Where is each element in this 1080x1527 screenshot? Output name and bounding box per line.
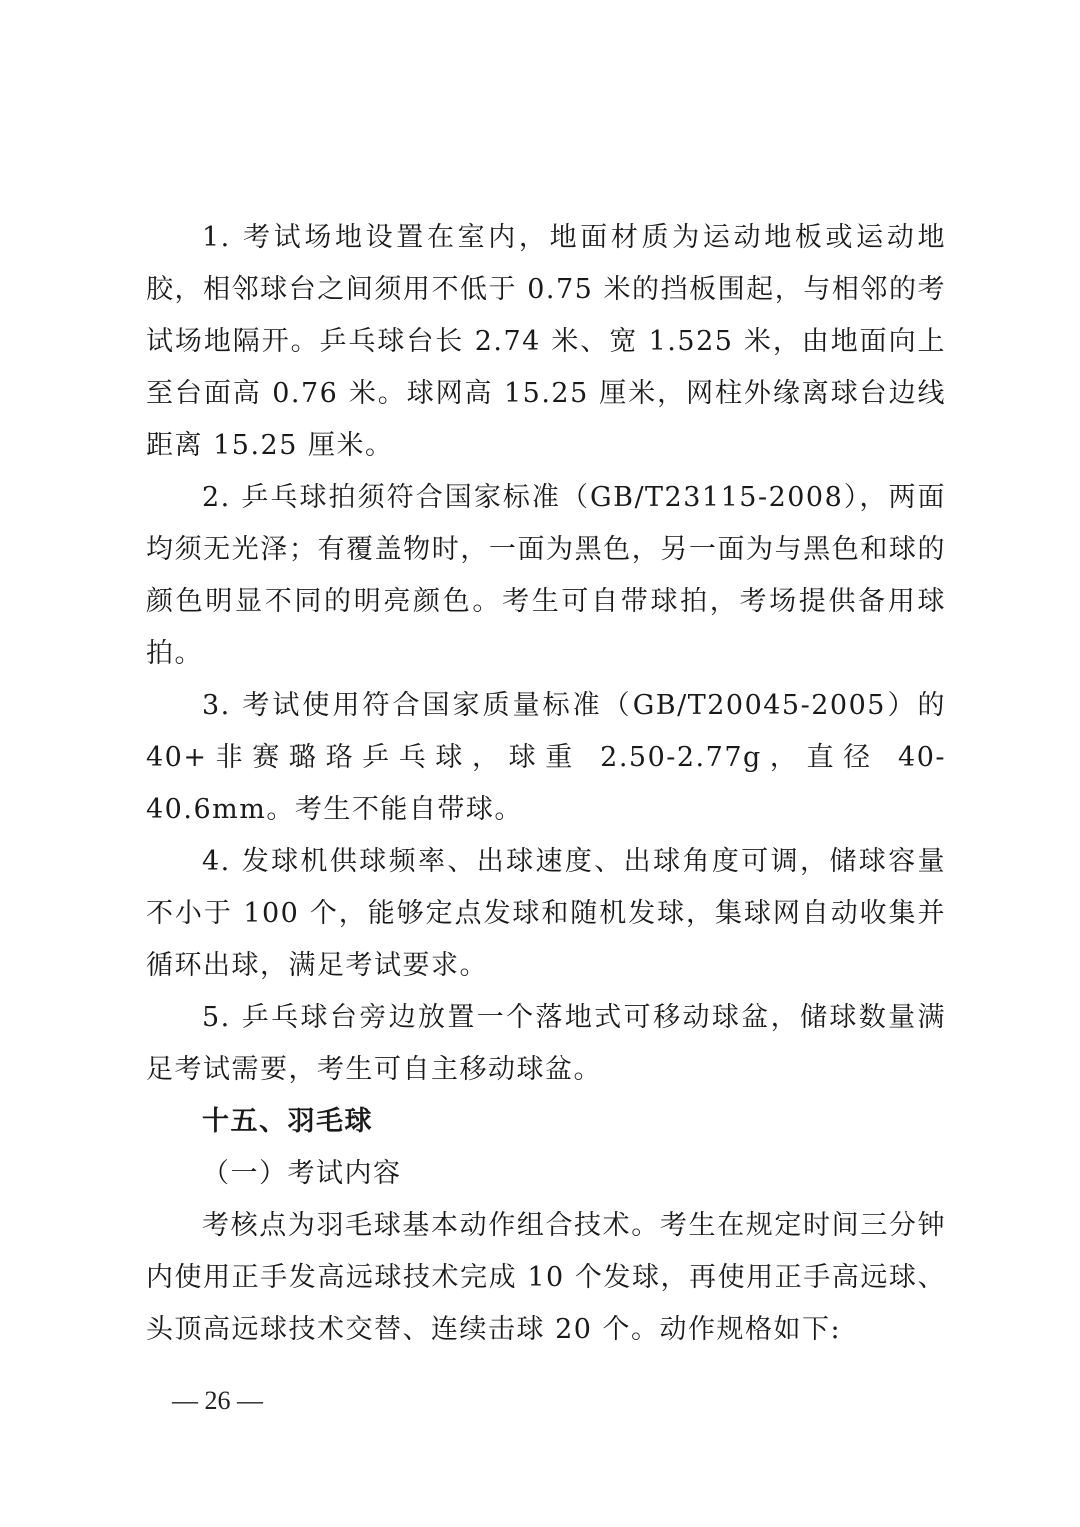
section-heading-badminton: 十五、羽毛球 [202,1106,373,1137]
subsection-heading-exam-content: （一）考试内容 [202,1158,402,1189]
paragraph-ball: 3. 考试使用符合国家质量标准（GB/T20045-2005）的 40+非赛璐珞乒乓球，球重 2.50-2.77g，直径 40-40.6mm。考生不能自带球。 [146,690,946,825]
paragraph-ball-basin: 5. 乒乓球台旁边放置一个落地式可移动球盆，储球数量满足考试需要，考生可自主移动球盆。 [146,1002,946,1085]
paragraph-venue: 1. 考试场地设置在室内，地面材质为运动地板或运动地胶，相邻球台之间须用不低于 0.75 米的挡板围起，与相邻的考试场地隔开。乒乓球台长 2.74 米、宽 1.525 米，由地面向上至台面高 0.76 米。球网高 15.25 厘米，网柱外缘离球台边线距离 15.25 厘米。 [146,222,946,461]
document-body [146,212,946,1356]
paragraph-badminton-content: 考核点为羽毛球基本动作组合技术。考生在规定时间三分钟内使用正手发高远球技术完成 10 个发球，再使用正手高远球、头顶高远球技术交替、连续击球 20 个。动作规格如下: [146,1210,946,1345]
paragraph-racket: 2. 乒乓球拍须符合国家标准（GB/T23115-2008），两面均须无光泽；有覆盖物时，一面为黑色，另一面为与黑色和球的颜色明显不同的明亮颜色。考生可自带球拍，考场提供备用球拍。 [146,482,946,669]
page-number: — 26 — [172,1386,263,1415]
paragraph-serving-machine: 4. 发球机供球频率、出球速度、出球角度可调，储球容量不小于 100 个，能够定点发球和随机发球，集球网自动收集并循环出球，满足考试要求。 [146,846,946,981]
